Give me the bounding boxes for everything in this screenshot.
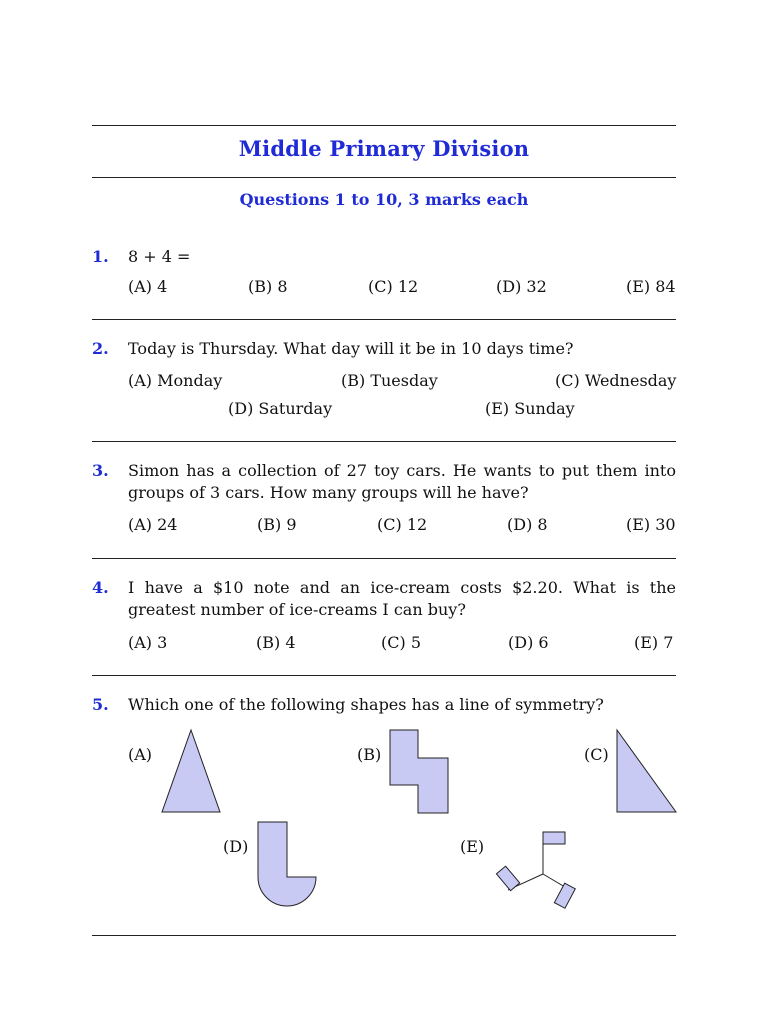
question-2-option-e: (E) Sunday xyxy=(485,399,575,418)
shape-c-right-triangle xyxy=(613,727,679,815)
question-divider xyxy=(92,675,676,676)
question-1-number: 1. xyxy=(92,247,109,266)
question-5-option-d: (D) xyxy=(223,837,249,856)
question-divider xyxy=(92,558,676,559)
question-1-option-d: (D) 32 xyxy=(496,277,547,296)
question-5-number: 5. xyxy=(92,695,109,714)
question-divider xyxy=(92,319,676,320)
question-3-number: 3. xyxy=(92,461,109,480)
question-3-option-c: (C) 12 xyxy=(377,515,428,534)
question-4-option-c: (C) 5 xyxy=(381,633,421,652)
shape-a-isosceles-triangle xyxy=(158,727,224,815)
question-3-option-a: (A) 24 xyxy=(128,515,178,534)
question-3-text: Simon has a collection of 27 toy cars. He wants to put them into groups of 3 cars. How many groups will he have? xyxy=(128,461,676,502)
shape-d-j-hook xyxy=(254,819,320,909)
question-2-option-d: (D) Saturday xyxy=(228,399,333,418)
question-2-option-b: (B) Tuesday xyxy=(341,371,438,390)
question-1-option-b: (B) 8 xyxy=(248,277,288,296)
question-4-option-b: (B) 4 xyxy=(256,633,296,652)
question-2-option-c: (C) Wednesday xyxy=(555,371,677,390)
question-5-option-c: (C) xyxy=(584,745,609,764)
question-1-option-a: (A) 4 xyxy=(128,277,168,296)
question-5-option-b: (B) xyxy=(357,745,382,764)
top-rule xyxy=(92,125,676,126)
question-3-option-b: (B) 9 xyxy=(257,515,297,534)
question-5-text: Which one of the following shapes has a line of symmetry? xyxy=(128,695,604,714)
shape-e-three-flags xyxy=(488,827,584,917)
question-3-option-d: (D) 8 xyxy=(507,515,548,534)
question-4-option-a: (A) 3 xyxy=(128,633,168,652)
question-4-text: I have a $10 note and an ice-cream costs $2.20. What is the greatest number of ice-creams I can buy? xyxy=(128,578,676,619)
question-1-option-e: (E) 84 xyxy=(626,277,676,296)
question-3-option-e: (E) 30 xyxy=(626,515,676,534)
question-2-text: Today is Thursday. What day will it be in 10 days time? xyxy=(128,339,574,358)
title-rule xyxy=(92,177,676,178)
question-5-option-e: (E) xyxy=(460,837,485,856)
question-4-option-d: (D) 6 xyxy=(508,633,549,652)
question-4-option-e: (E) 7 xyxy=(634,633,674,652)
question-1-text: 8 + 4 = xyxy=(128,247,191,266)
shape-b-zigzag-polygon xyxy=(387,727,453,817)
question-5-option-a: (A) xyxy=(128,745,153,764)
page-title: Middle Primary Division xyxy=(238,136,530,161)
question-4-number: 4. xyxy=(92,578,109,597)
question-2-option-a: (A) Monday xyxy=(128,371,223,390)
bottom-rule xyxy=(92,935,676,936)
section-subtitle: Questions 1 to 10, 3 marks each xyxy=(239,190,529,209)
question-1-option-c: (C) 12 xyxy=(368,277,419,296)
question-divider xyxy=(92,441,676,442)
question-2-number: 2. xyxy=(92,339,109,358)
